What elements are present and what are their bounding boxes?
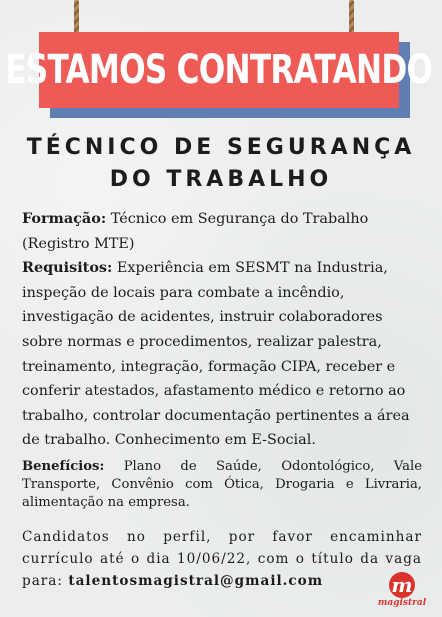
formacao-paragraph: [22, 207, 422, 256]
requisitos-label: Requisitos:: [22, 259, 113, 277]
banner-text: ESTAMOS CONTRATANDO: [5, 47, 433, 93]
job-title: [0, 132, 442, 196]
formacao-text: Técnico em Segurança do Trabalho (Registro MTE): [22, 211, 369, 252]
beneficios-text: Plano de Saúde, Odontológico, Vale Transporte, Convênio com Ótica, Drogaria e Livraria, alimentação na empresa.: [22, 459, 422, 510]
beneficios-label: Benefícios:: [22, 459, 105, 474]
contact-email: talentosmagistral@gmail.com: [68, 573, 324, 589]
benefits-section: [22, 458, 422, 512]
contact-section: [22, 526, 422, 592]
formacao-label: Formação:: [22, 210, 107, 227]
requisitos-paragraph: [22, 256, 422, 453]
magistral-logo: [378, 570, 426, 608]
logo-letter: m: [391, 573, 413, 597]
beneficios-paragraph: [22, 458, 422, 512]
logo-wordmark: magistral: [378, 598, 426, 608]
requisitos-text: Experiência em SESMT na Industria, inspeção de locais para combate a incêndio, investigação de acidentes, instruir colaboradores sobre normas e procedimentos, realizar palestra, treinamento, integração, formação CIPA, receber e conferir atestados, afastamento médico e retorno ao trabalho, controlar documentação pertinentes a área de trabalho. Conhecimento em E-Social.: [22, 260, 410, 449]
job-description: [22, 207, 422, 453]
hiring-banner: [5, 32, 433, 108]
contact-text: Candidatos no perfil, por favor encaminhar currículo até o dia 10/06/22, com o título da vaga para:: [22, 529, 422, 589]
contact-paragraph: [22, 526, 422, 592]
job-title-line-1: TÉCNICO DE SEGURANÇA: [26, 135, 416, 160]
job-title-line-2: DO TRABALHO: [109, 167, 333, 192]
